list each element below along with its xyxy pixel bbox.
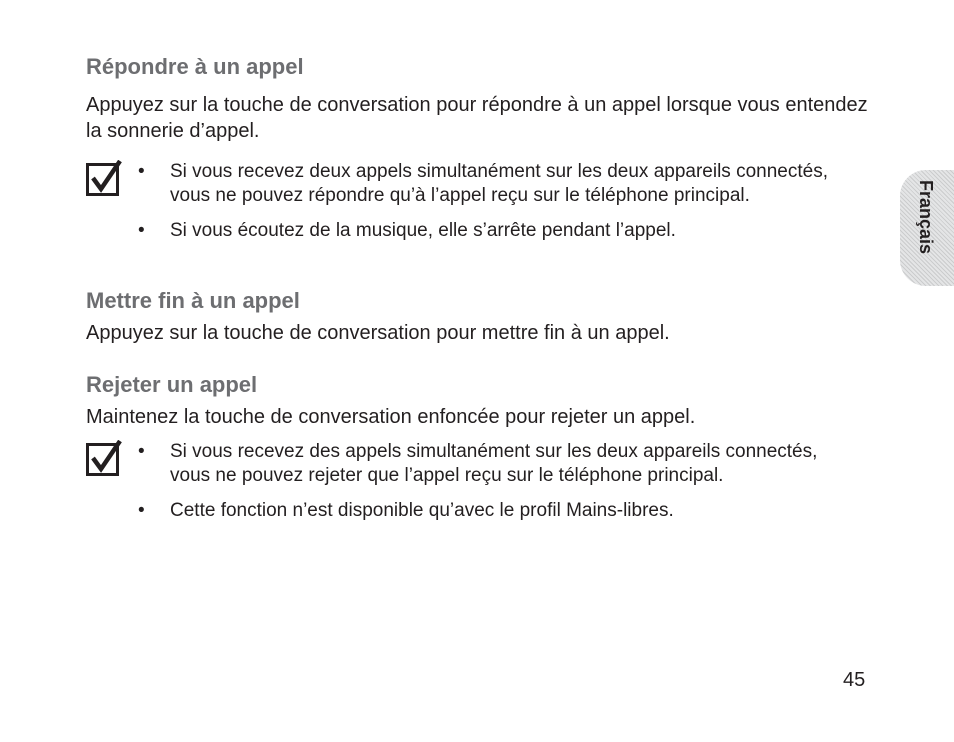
bullet: • <box>138 441 145 462</box>
paragraph-mettre-fin: Appuyez sur la touche de conversation pour mettre fin à un appel. <box>86 322 670 344</box>
list-item <box>138 499 838 523</box>
bullet: • <box>138 161 145 182</box>
list-item <box>138 440 838 488</box>
page-number: 45 <box>843 669 866 691</box>
note-text: Cette fonction n’est disponible qu’avec le profil Mains-libres. <box>170 500 674 521</box>
language-tab <box>900 170 954 286</box>
paragraph-rejeter: Maintenez la touche de conversation enfoncée pour rejeter un appel. <box>86 406 696 428</box>
bullet: • <box>138 500 145 521</box>
language-tab-label: Français <box>916 180 936 255</box>
note-list <box>138 440 838 534</box>
note-text: Si vous recevez des appels simultanément sur les deux appareils connectés, vous ne pouvez rejeter que l’appel reçu sur le téléphone principal. <box>170 441 818 486</box>
checkbox-check-icon <box>86 160 122 196</box>
note-text: Si vous écoutez de la musique, elle s’arrête pendant l’appel. <box>170 220 676 241</box>
heading-rejeter: Rejeter un appel <box>86 372 258 397</box>
list-item <box>138 160 838 208</box>
heading-repondre: Répondre à un appel <box>86 54 304 79</box>
paragraph-repondre: Appuyez sur la touche de conversation pour répondre à un appel lorsque vous entendez la sonnerie d’appel. <box>86 94 868 142</box>
checkbox-check-icon <box>86 440 122 476</box>
note-text: Si vous recevez deux appels simultanément sur les deux appareils connectés, vous ne pouvez répondre qu’à l’appel reçu sur le téléphone principal. <box>170 161 828 206</box>
heading-mettre-fin: Mettre fin à un appel <box>86 288 300 313</box>
bullet: • <box>138 220 145 241</box>
list-item <box>138 219 838 243</box>
note-list <box>138 160 838 254</box>
